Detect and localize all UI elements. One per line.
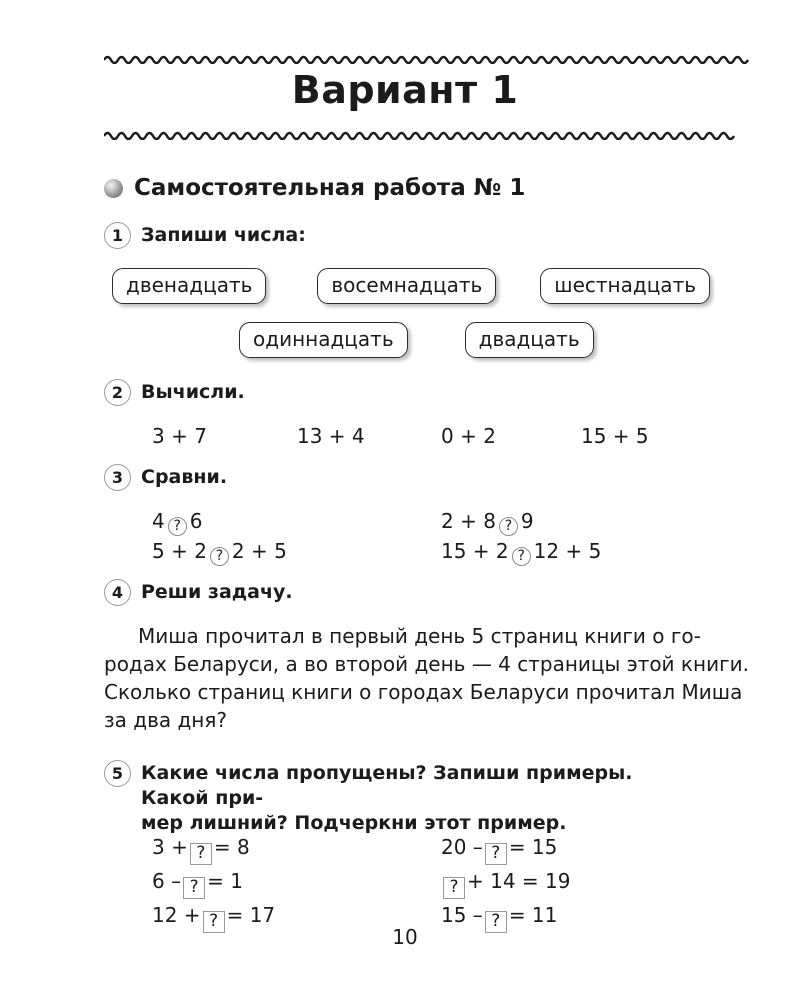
task-number-badge: 1 <box>104 222 131 249</box>
task-2 <box>104 379 245 406</box>
comparison-left-operand: 5 + 2 <box>152 539 207 563</box>
comparison-right-operand: 12 + 5 <box>533 539 602 563</box>
answer-blank-box[interactable]: ? <box>485 843 507 865</box>
task-number-badge: 5 <box>104 760 131 787</box>
answer-blank-box[interactable]: ? <box>203 911 225 933</box>
equation-prefix: 3 + <box>152 835 188 859</box>
equation-prefix: 15 – <box>441 903 483 927</box>
task-title: Вычисли. <box>141 381 245 403</box>
task-number-badge: 2 <box>104 379 131 406</box>
task-title-line-2: мер лишний? Подчеркни этот пример. <box>141 812 567 834</box>
equation-row <box>152 832 250 865</box>
task-5 <box>104 760 681 836</box>
comparison-row <box>441 506 534 536</box>
equation-row <box>441 832 557 865</box>
word-chip[interactable]: восемнадцать <box>317 268 496 304</box>
equation-row <box>152 866 243 899</box>
expression: 3 + 7 <box>152 424 207 448</box>
equation-suffix: = 8 <box>213 835 250 859</box>
section-heading-label: Самостоятельная работа № 1 <box>134 175 526 201</box>
question-circle-icon[interactable]: ? <box>499 517 518 536</box>
question-circle-icon[interactable]: ? <box>168 517 187 536</box>
question-circle-icon[interactable]: ? <box>512 547 531 566</box>
word-chips-row-2 <box>239 322 594 358</box>
comparison-row <box>152 536 287 566</box>
task-title: Запиши числа: <box>141 224 306 246</box>
wavy-divider-bottom-icon <box>104 128 752 140</box>
task-title: Сравни. <box>141 466 228 488</box>
comparison-row <box>441 536 601 566</box>
page-title: Вариант 1 <box>291 68 519 112</box>
task-3 <box>104 464 227 491</box>
question-circle-icon[interactable]: ? <box>210 547 229 566</box>
equation-suffix: = 15 <box>508 835 558 859</box>
equation-suffix: = 17 <box>226 903 276 927</box>
comparison-right-operand: 6 <box>189 509 203 533</box>
sphere-bullet-icon <box>104 179 123 198</box>
word-problem-text <box>104 622 752 734</box>
comparison-right-operand: 9 <box>520 509 534 533</box>
comparison-right-operand: 2 + 5 <box>231 539 287 563</box>
answer-blank-box[interactable]: ? <box>485 911 507 933</box>
problem-line: за два дня? <box>104 708 228 732</box>
equation-suffix: + 14 = 19 <box>467 869 571 893</box>
problem-line: родах Беларуси, а во второй день — 4 страницы этой книги. <box>104 652 749 676</box>
task-title: Реши задачу. <box>141 581 293 603</box>
comparison-left-operand: 15 + 2 <box>441 539 509 563</box>
problem-line: Миша прочитал в первый день 5 страниц книги о го- <box>138 624 701 648</box>
comparison-row <box>152 506 202 536</box>
task-4 <box>104 579 293 606</box>
expression: 0 + 2 <box>441 424 496 448</box>
word-chip[interactable]: шестнадцать <box>540 268 710 304</box>
task-title <box>141 760 681 836</box>
expression: 15 + 5 <box>581 424 649 448</box>
problem-line: Сколько страниц книги о городах Беларуси прочитал Миша <box>104 680 743 704</box>
equation-prefix: 12 + <box>152 903 201 927</box>
answer-blank-box[interactable]: ? <box>183 877 205 899</box>
word-chip[interactable]: одиннадцать <box>239 322 408 358</box>
page-number: 10 <box>392 925 418 949</box>
comparison-left-operand: 2 + 8 <box>441 509 496 533</box>
section-heading <box>104 175 525 201</box>
task-1 <box>104 222 306 249</box>
task-number-badge: 4 <box>104 579 131 606</box>
equation-prefix: 6 – <box>152 869 182 893</box>
task-title-line-1: Какие числа пропущены? Запиши примеры. Какой при- <box>141 762 633 809</box>
word-chip[interactable]: двадцать <box>465 322 594 358</box>
expression: 13 + 4 <box>297 424 365 448</box>
word-chips-row-1 <box>112 268 710 304</box>
equation-row <box>441 866 571 899</box>
equation-prefix: 20 – <box>441 835 483 859</box>
equation-suffix: = 11 <box>508 903 558 927</box>
wavy-divider-top-icon <box>104 52 752 64</box>
answer-blank-box[interactable]: ? <box>443 877 465 899</box>
answer-blank-box[interactable]: ? <box>190 843 212 865</box>
equation-suffix: = 1 <box>207 869 243 893</box>
comparison-left-operand: 4 <box>152 509 165 533</box>
word-chip[interactable]: двенадцать <box>112 268 266 304</box>
task-number-badge: 3 <box>104 464 131 491</box>
